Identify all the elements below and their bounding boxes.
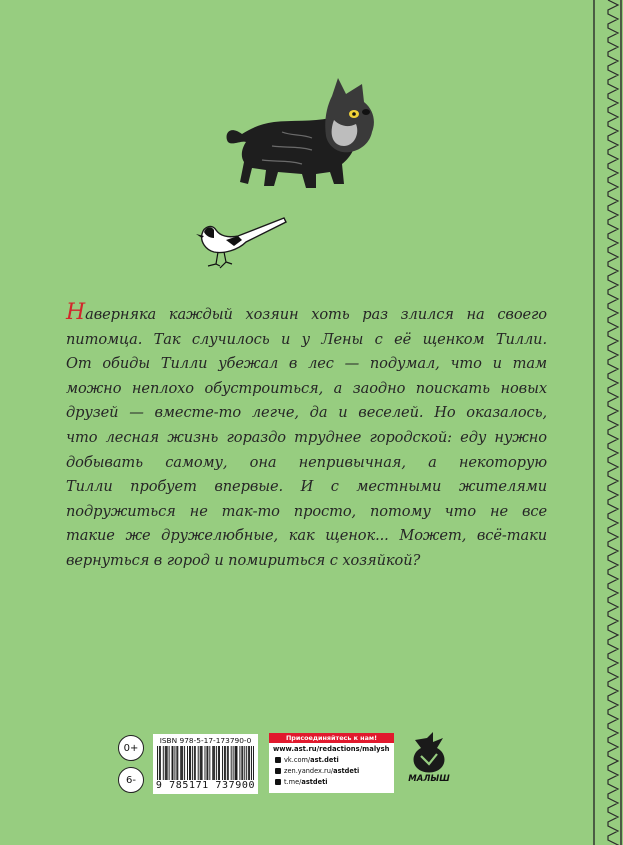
blurb-line: добывать самому, она непривычная, а некоторую bbox=[66, 453, 547, 471]
publisher-name: МАЛЫШ bbox=[408, 774, 450, 784]
blurb-line: что лесная жизнь гораздо труднее городской: еду нужно bbox=[66, 428, 547, 446]
drop-cap: Н bbox=[66, 300, 86, 325]
social-link-telegram[interactable]: t.me/ astdeti bbox=[269, 776, 394, 787]
blurb-line: подружиться не так-то просто, потому что не все bbox=[66, 502, 547, 520]
social-links-box bbox=[269, 733, 394, 793]
ean-number: 9 785171 737900 bbox=[155, 780, 256, 791]
zen-icon bbox=[275, 768, 281, 774]
scottish-terrier-illustration bbox=[222, 76, 392, 194]
blurb-line: От обиды Тилли убежал в лес — подумал, что и там bbox=[66, 355, 547, 373]
website-link[interactable]: www.ast.ru/redactions/malysh bbox=[273, 745, 390, 753]
isbn-label: ISBN 978-5-17-173790-0 bbox=[159, 736, 252, 745]
social-header: Присоединяйтесь к нам! bbox=[269, 733, 394, 743]
blurb-line: друзей — вместе-то легче, да и веселей. Но оказалось, bbox=[66, 404, 547, 422]
vk-icon bbox=[275, 757, 281, 763]
wagtail-bird-illustration bbox=[180, 212, 290, 272]
spine-ornament bbox=[592, 0, 623, 845]
age-rating-badge: 6- bbox=[118, 767, 144, 793]
book-description bbox=[66, 300, 547, 574]
blurb-line: такие же дружелюбные, как щенок... Может, всё-таки bbox=[66, 527, 547, 545]
telegram-icon bbox=[275, 779, 281, 785]
barcode-block bbox=[153, 734, 258, 794]
blurb-line: Наверняка каждый хозяин хоть раз злился на своего bbox=[66, 300, 547, 325]
blurb-line: Тилли пробует впервые. И с местными жителями bbox=[66, 478, 547, 496]
blurb-line: можно неплохо обустроиться, а заодно поискать новых bbox=[66, 379, 547, 397]
social-link-zen[interactable]: zen.yandex.ru/ astdeti bbox=[269, 765, 394, 776]
barcode-icon bbox=[157, 746, 254, 780]
age-rating-badge: 0+ bbox=[118, 735, 144, 761]
social-link-vk[interactable]: vk.com/ ast.deti bbox=[269, 754, 394, 765]
blurb-line: вернуться в город и помириться с хозяйкой? bbox=[66, 551, 421, 569]
blurb-line: питомца. Так случилось и у Лены с её щенком Тилли. bbox=[66, 330, 547, 348]
